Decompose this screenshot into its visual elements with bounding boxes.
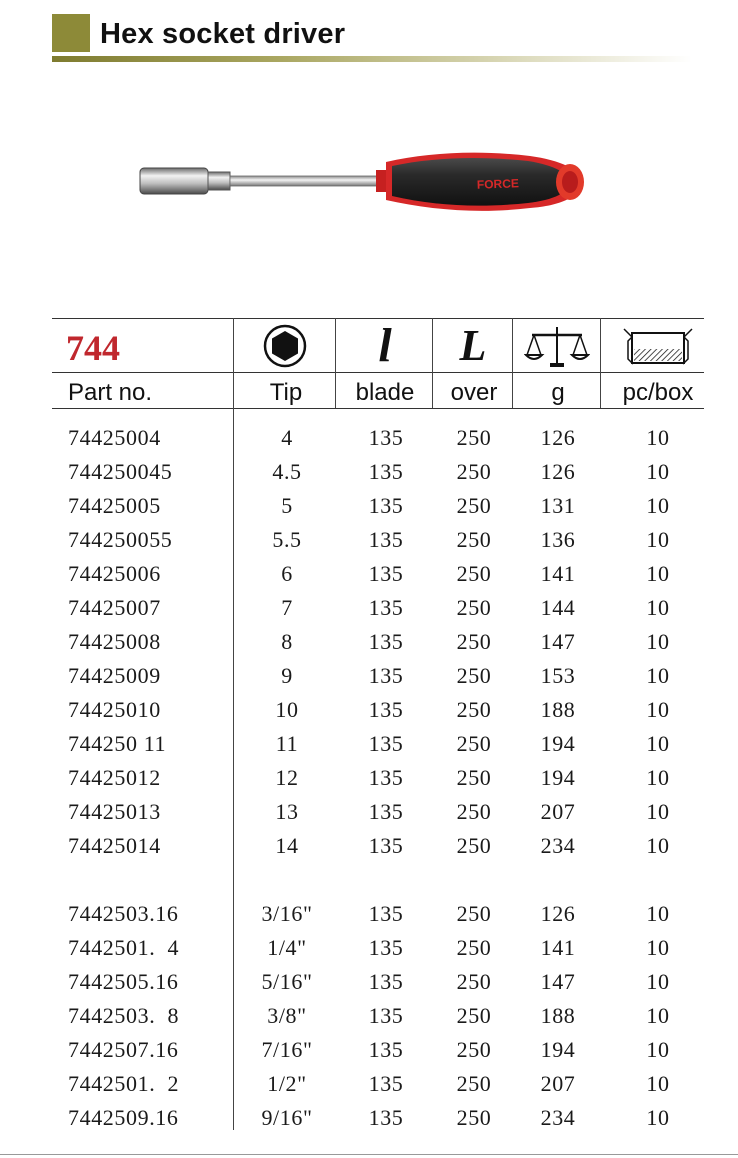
part-number-cell: 74425013 (68, 799, 161, 824)
blade-length-cell: 135 (368, 493, 404, 518)
blade-length-cell: 135 (368, 1071, 404, 1096)
tip-size-cell: 7 (281, 595, 293, 620)
overall-length-cell: 250 (456, 459, 492, 484)
weight-cell: 131 (540, 493, 576, 518)
pcs-per-box-cell: 10 (646, 731, 670, 756)
pcs-per-box-cell: 10 (646, 799, 670, 824)
weight-cell: 147 (540, 969, 576, 994)
part-number-cell: 74425007 (68, 595, 161, 620)
tip-size-cell: 9 (281, 663, 293, 688)
tip-size-cell: 14 (275, 833, 299, 858)
blade-length-cell: 135 (368, 629, 404, 654)
column-header-weight: g (551, 379, 565, 406)
blade-length-cell: 135 (368, 697, 404, 722)
hex-socket-driver-image (130, 148, 590, 220)
overall-length-cell: 250 (456, 1037, 492, 1062)
table-row (0, 557, 738, 591)
series-number: 744 (66, 328, 120, 368)
table-row (0, 1101, 738, 1135)
blade-length-cell: 135 (368, 459, 404, 484)
part-number-cell: 74425014 (68, 833, 161, 858)
table-row (0, 489, 738, 523)
pcs-per-box-cell: 10 (646, 1037, 670, 1062)
tip-size-cell: 1/4" (267, 935, 307, 960)
pcs-per-box-cell: 10 (646, 765, 670, 790)
table-row (0, 965, 738, 999)
tip-size-cell: 5 (281, 493, 293, 518)
table-row (0, 1033, 738, 1067)
overall-length-cell: 250 (456, 527, 492, 552)
column-header-over: over (450, 379, 498, 406)
part-number-cell: 74425012 (68, 765, 161, 790)
tip-size-cell: 9/16" (261, 1105, 313, 1130)
tip-size-cell: 7/16" (261, 1037, 313, 1062)
blade-length-cell: 135 (368, 595, 404, 620)
blade-length-cell: 135 (368, 799, 404, 824)
blade-length-cell: 135 (368, 765, 404, 790)
pcs-per-box-cell: 10 (646, 561, 670, 586)
table-row (0, 591, 738, 625)
overall-length-cell: 250 (456, 1003, 492, 1028)
overall-length-cell: 250 (456, 799, 492, 824)
overall-length-cell: 250 (456, 731, 492, 756)
pcs-per-box-cell: 10 (646, 1105, 670, 1130)
pcs-per-box-cell: 10 (646, 663, 670, 688)
pcs-per-box-cell: 10 (646, 969, 670, 994)
pcs-per-box-cell: 10 (646, 527, 670, 552)
weight-cell: 234 (540, 833, 576, 858)
page-bottom-rule (0, 1154, 738, 1155)
weight-cell: 141 (540, 561, 576, 586)
tip-size-cell: 13 (275, 799, 299, 824)
table-row (0, 727, 738, 761)
tip-size-cell: 3/8" (267, 1003, 307, 1028)
weight-cell: 188 (540, 1003, 576, 1028)
brand-logo: FORCE (476, 176, 520, 192)
overall-length-cell: 250 (456, 629, 492, 654)
part-number-cell: 74425008 (68, 629, 161, 654)
part-number-cell: 74425010 (68, 697, 161, 722)
balance-scale-icon (514, 322, 600, 370)
part-number-cell: 7442503. 8 (68, 1003, 180, 1028)
part-number-cell: 7442507.16 (68, 1037, 179, 1062)
blade-length-cell: 135 (368, 1037, 404, 1062)
pcs-per-box-cell: 10 (646, 425, 670, 450)
weight-cell: 207 (540, 1071, 576, 1096)
blade-length-cell: 135 (368, 663, 404, 688)
blade-length-cell: 135 (368, 1105, 404, 1130)
tip-size-cell: 5/16" (261, 969, 313, 994)
pcs-per-box-cell: 10 (646, 833, 670, 858)
column-header-tip: Tip (269, 379, 303, 406)
part-number-cell: 7442501. 2 (68, 1071, 180, 1096)
header-underline (52, 56, 692, 62)
blade-length-cell: 135 (368, 425, 404, 450)
weight-cell: 126 (540, 901, 576, 926)
tip-size-cell: 12 (275, 765, 299, 790)
blade-length-cell: 135 (368, 1003, 404, 1028)
weight-cell: 207 (540, 799, 576, 824)
table-header-rule (52, 408, 704, 409)
tip-size-cell: 5.5 (272, 527, 302, 552)
blade-length-cell: 135 (368, 561, 404, 586)
overall-length-cell: 250 (456, 1105, 492, 1130)
overall-length-cell: 250 (456, 1071, 492, 1096)
part-number-cell: 744250 11 (68, 731, 167, 756)
tip-size-cell: 3/16" (261, 901, 313, 926)
header-accent-square (52, 14, 90, 52)
weight-cell: 147 (540, 629, 576, 654)
hex-socket-icon (236, 322, 334, 370)
overall-length-cell: 250 (456, 663, 492, 688)
overall-length-cell: 250 (456, 561, 492, 586)
pcs-per-box-cell: 10 (646, 595, 670, 620)
weight-cell: 141 (540, 935, 576, 960)
part-number-cell: 744250045 (68, 459, 173, 484)
table-row (0, 523, 738, 557)
column-header-pcs-per-box: pc/box (622, 379, 694, 406)
pcs-per-box-cell: 10 (646, 1003, 670, 1028)
weight-cell: 194 (540, 1037, 576, 1062)
overall-length-cell: 250 (456, 969, 492, 994)
table-row (0, 897, 738, 931)
table-row (0, 659, 738, 693)
column-header-blade: blade (355, 379, 415, 406)
page-title: Hex socket driver (100, 18, 346, 50)
weight-cell: 234 (540, 1105, 576, 1130)
table-row (0, 999, 738, 1033)
overall-length-cell: 250 (456, 697, 492, 722)
blade-length-cell: 135 (368, 901, 404, 926)
pcs-per-box-cell: 10 (646, 901, 670, 926)
tip-size-cell: 4 (281, 425, 293, 450)
column-header-part: Part no. (68, 379, 153, 406)
weight-cell: 126 (540, 459, 576, 484)
overall-length-cell: 250 (456, 425, 492, 450)
weight-cell: 153 (540, 663, 576, 688)
part-number-cell: 7442501. 4 (68, 935, 180, 960)
part-number-cell: 7442503.16 (68, 901, 179, 926)
overall-length-cell: 250 (456, 493, 492, 518)
tip-size-cell: 1/2" (267, 1071, 307, 1096)
blade-length-cell: 135 (368, 969, 404, 994)
blade-length-cell: 135 (368, 833, 404, 858)
blade-length-cell: 135 (368, 731, 404, 756)
table-row (0, 931, 738, 965)
tip-size-cell: 6 (281, 561, 293, 586)
table-row (0, 625, 738, 659)
part-number-cell: 7442509.16 (68, 1105, 179, 1130)
weight-cell: 194 (540, 765, 576, 790)
blade-length-icon: l (378, 319, 392, 372)
pcs-per-box-cell: 10 (646, 493, 670, 518)
overall-length-cell: 250 (456, 935, 492, 960)
table-row (0, 795, 738, 829)
tip-size-cell: 10 (275, 697, 299, 722)
box-icon (604, 322, 712, 370)
part-number-cell: 74425004 (68, 425, 161, 450)
weight-cell: 188 (540, 697, 576, 722)
overall-length-cell: 250 (456, 595, 492, 620)
table-row (0, 455, 738, 489)
weight-cell: 126 (540, 425, 576, 450)
overall-length-cell: 250 (456, 833, 492, 858)
overall-length-cell: 250 (456, 765, 492, 790)
part-number-cell: 74425009 (68, 663, 161, 688)
weight-cell: 144 (540, 595, 576, 620)
blade-length-cell: 135 (368, 527, 404, 552)
table-mid-rule (52, 372, 704, 373)
part-number-cell: 74425005 (68, 493, 161, 518)
table-row (0, 761, 738, 795)
table-row (0, 829, 738, 863)
tip-size-cell: 4.5 (272, 459, 302, 484)
part-number-cell: 7442505.16 (68, 969, 179, 994)
pcs-per-box-cell: 10 (646, 629, 670, 654)
pcs-per-box-cell: 10 (646, 697, 670, 722)
weight-cell: 136 (540, 527, 576, 552)
overall-length-cell: 250 (456, 901, 492, 926)
pcs-per-box-cell: 10 (646, 935, 670, 960)
weight-cell: 194 (540, 731, 576, 756)
part-number-cell: 744250055 (68, 527, 173, 552)
table-row (0, 421, 738, 455)
tip-size-cell: 8 (281, 629, 293, 654)
pcs-per-box-cell: 10 (646, 459, 670, 484)
blade-length-cell: 135 (368, 935, 404, 960)
tip-size-cell: 11 (275, 731, 299, 756)
table-row (0, 1067, 738, 1101)
pcs-per-box-cell: 10 (646, 1071, 670, 1096)
table-row (0, 693, 738, 727)
part-number-cell: 74425006 (68, 561, 161, 586)
overall-length-icon: L (459, 321, 487, 370)
